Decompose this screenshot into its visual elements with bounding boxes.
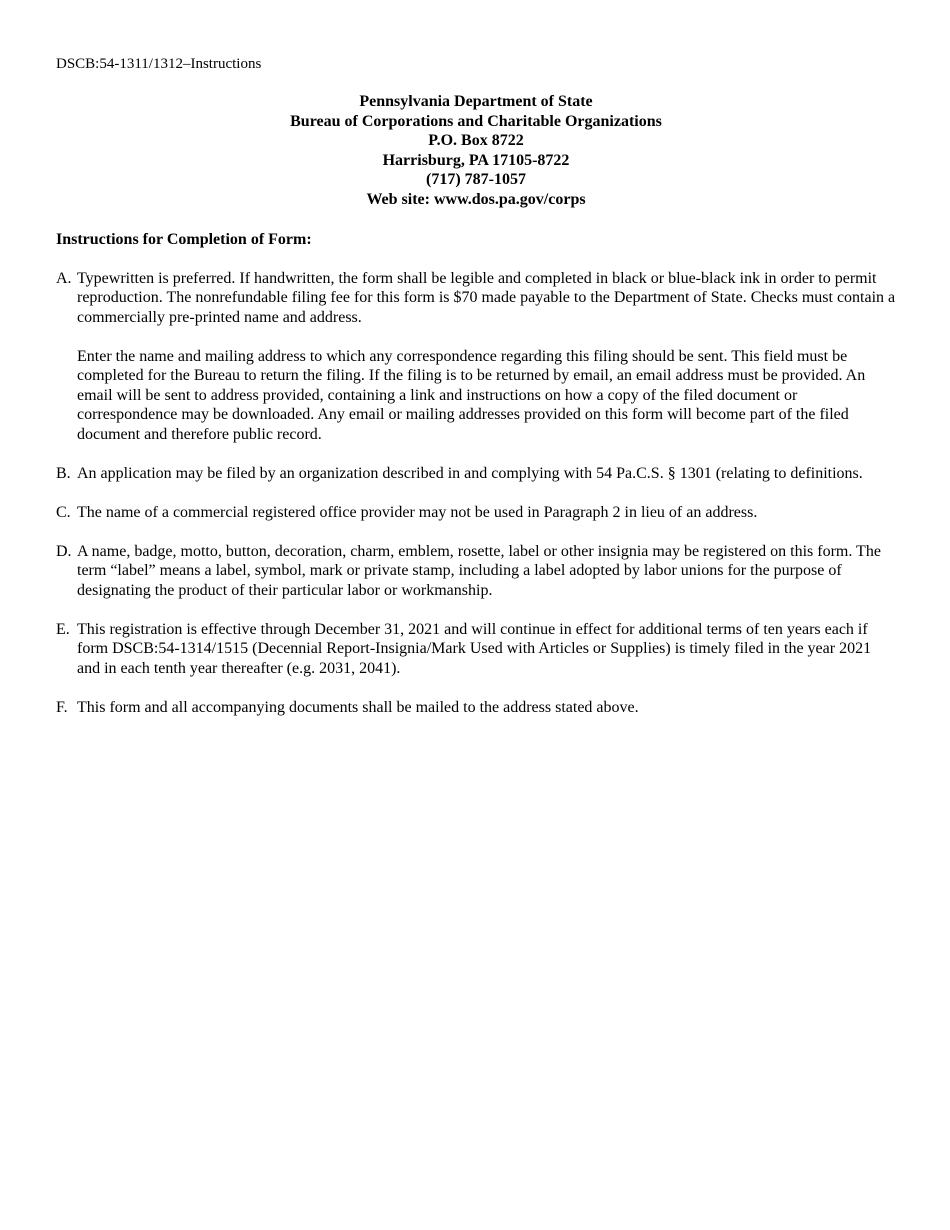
- item-letter: C.: [56, 503, 71, 521]
- item-letter: D.: [56, 542, 72, 560]
- instruction-item-d: [56, 542, 896, 601]
- website: Web site: www.dos.pa.gov/corps: [366, 190, 586, 208]
- item-paragraph: A name, badge, motto, button, decoration, charm, emblem, rosette, label or other insignia may be registered on this form. The term “label” means a label, symbol, mark or private stamp, including a label adopted by labor unions for the purpose of designating the product of their particular labor or workmanship.: [77, 542, 881, 599]
- instruction-item-a: [56, 269, 896, 445]
- instruction-item-b: [56, 464, 896, 484]
- item-letter: E.: [56, 620, 70, 638]
- item-paragraph: This registration is effective through December 31, 2021 and will continue in effect for additional terms of ten years each if form DSCB:54-1314/1515 (Decennial Report-Insignia/Mark Used with Articles or Supplies) is timely filed in the year 2021 and in each tenth year thereafter (e.g. 2031, 2041).: [77, 620, 872, 677]
- item-paragraph: An application may be filed by an organization described in and complying with 54 Pa.C.S. § 1301 (relating to definitions.: [77, 464, 863, 482]
- city-state-zip: Harrisburg, PA 17105-8722: [382, 151, 570, 169]
- instructions-title: Instructions for Completion of Form:: [56, 230, 312, 248]
- po-box: P.O. Box 8722: [428, 132, 524, 150]
- item-paragraph: Typewritten is preferred. If handwritten, the form shall be legible and completed in black or blue-black ink in order to permit reproduction. The nonrefundable filing fee for this form is $70 made payable to the Department of State. Checks must contain a commercially pre-printed name and address.: [77, 269, 896, 326]
- department-name: Pennsylvania Department of State: [359, 93, 593, 110]
- agency-header: [56, 92, 896, 210]
- item-paragraph: The name of a commercial registered office provider may not be used in Paragraph 2 in lieu of an address.: [77, 503, 758, 521]
- phone-number: (717) 787-1057: [426, 171, 526, 189]
- form-identifier: DSCB:54-1311/1312–Instructions: [56, 56, 262, 72]
- item-paragraph: This form and all accompanying documents shall be mailed to the address stated above.: [77, 698, 639, 716]
- instruction-item-c: [56, 503, 896, 523]
- item-letter: A.: [56, 269, 72, 287]
- instruction-item-f: [56, 698, 896, 718]
- bureau-name: Bureau of Corporations and Charitable Organizations: [290, 112, 662, 130]
- item-letter: F.: [56, 698, 68, 716]
- item-paragraph: Enter the name and mailing address to which any correspondence regarding this filing should be sent. This field must be completed for the Bureau to return the filing. If the filing is to be returned by email, an email address must be provided. An email will be sent to address provided, containing a link and instructions on how a copy of the filed document or correspondence may be downloaded. Any email or mailing addresses provided on this form will become part of the filed document and therefore public record.: [77, 347, 866, 443]
- instruction-item-e: [56, 620, 896, 679]
- item-letter: B.: [56, 464, 71, 482]
- document-page: [56, 55, 896, 717]
